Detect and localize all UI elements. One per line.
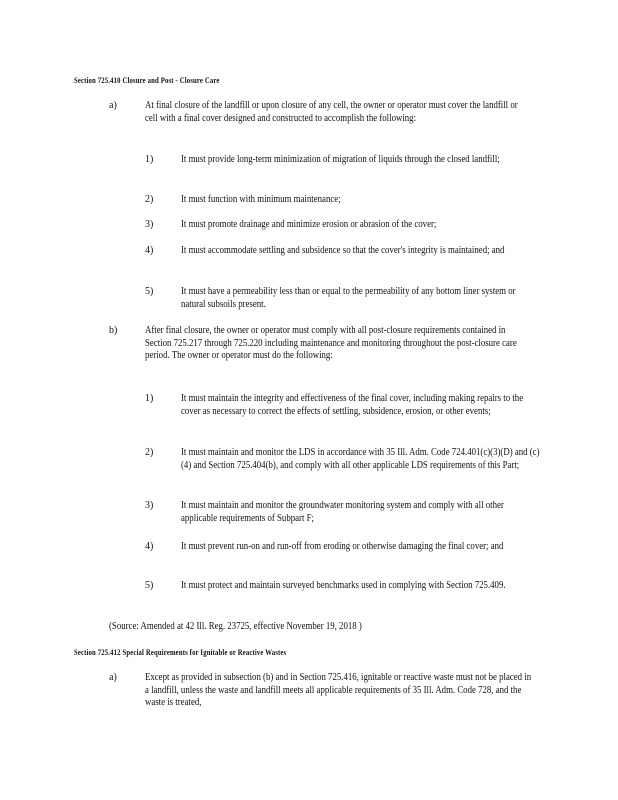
subsection-b-text: After final closure, the owner or operator must comply with all post-closure requirements contained in Section 725.217 through 725.220 including maintenance and monitoring throughout the post-closure care period. The owner or operator must do the following: [145,325,517,361]
item-a1-label: 1) [145,154,154,165]
item-b5-label: 5) [145,580,154,591]
item-b3-label: 3) [145,500,154,511]
item-a2-text: It must function with minimum maintenance; [181,194,341,205]
item-b5-text: It must protect and maintain surveyed benchmarks used in complying with Section 725.409. [181,580,506,591]
source-note: (Source: Amended at 42 Ill. Reg. 23725, effective November 19, 2018 ) [109,621,362,632]
item-a3-label: 3) [145,219,154,230]
subsection-a2-text: Except as provided in subsection (b) and in Section 725.416, ignitable or reactive waste must not be placed in a landfill, unless the waste and landfill meets all applicable requirements of 35 Ill. Adm. Code 728, and the waste is treated, [145,672,532,708]
item-b2-text: It must maintain and monitor the LDS in accordance with 35 Ill. Adm. Code 724.401(c)(3)(D) and (c)(4) and Section 725.404(b), and comply with all other applicable LDS requirements of this Part; [181,447,540,471]
item-a1-text: It must provide long-term minimization of migration of liquids through the closed landfill; [181,154,500,165]
item-b3-text: It must maintain and monitor the groundwater monitoring system and comply with all other applicable requirements of Subpart F; [181,500,504,524]
subsection-a-text: At final closure of the landfill or upon closure of any cell, the owner or operator must cover the landfill or cell with a final cover designed and constructed to accomplish the following: [145,100,518,124]
item-a3-text: It must promote drainage and minimize erosion or abrasion of the cover; [181,219,437,230]
section-heading-725-410: Section 725.410 Closure and Post - Closure Care [74,75,220,85]
item-a4-text: It must accommodate settling and subsidence so that the cover's integrity is maintained; and [181,245,505,256]
subsection-a2-label: a) [109,672,117,683]
item-b1-label: 1) [145,393,154,404]
item-a2-label: 2) [145,194,154,205]
item-b4-label: 4) [145,541,154,552]
section-heading-725-412: Section 725.412 Special Requirements for Ignitable or Reactive Wastes [74,647,287,657]
item-b2-label: 2) [145,447,154,458]
item-b1-text: It must maintain the integrity and effectiveness of the final cover, including making repairs to the cover as necessary to correct the effects of settling, subsidence, erosion, or other events; [181,393,524,417]
item-b4-text: It must prevent run-on and run-off from eroding or otherwise damaging the final cover; and [181,541,504,552]
item-a5-label: 5) [145,286,154,297]
item-a4-label: 4) [145,245,154,256]
subsection-a-label: a) [109,100,117,111]
subsection-b-label: b) [109,325,118,336]
item-a5-text: It must have a permeability less than or equal to the permeability of any bottom liner system or natural subsoils present. [181,286,516,310]
